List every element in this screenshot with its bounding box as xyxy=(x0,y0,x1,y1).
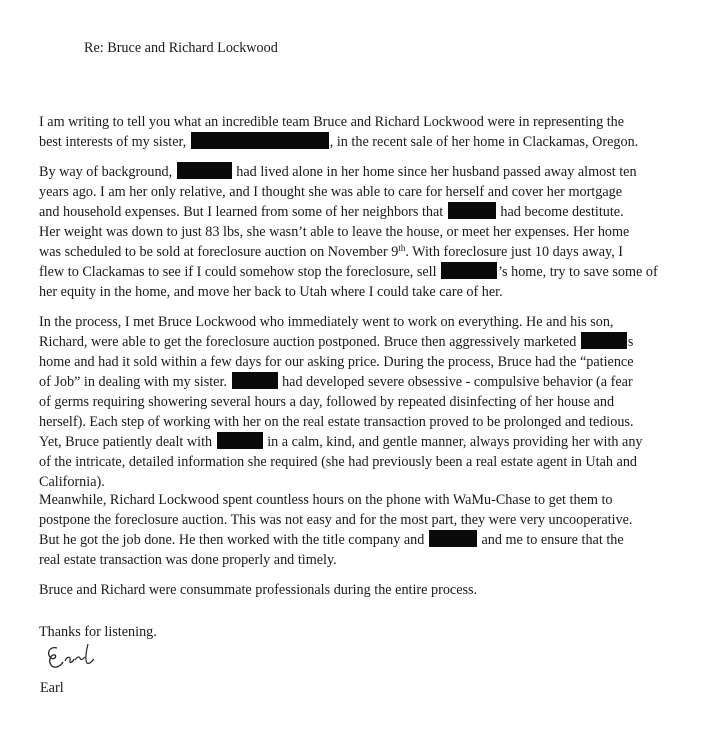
text-run: of germs requiring showering several hours a day, followed by repeated disinfecting of her house and xyxy=(39,394,615,410)
text-run: herself). Each step of working with her on the real estate transaction proved to be prolonged and tedious. xyxy=(39,414,634,430)
text-line xyxy=(39,412,699,432)
text-run: postpone the foreclosure auction. This was not easy and for the most part, they were very uncooperative. xyxy=(39,512,633,528)
text-line xyxy=(39,332,699,352)
text-run: Meanwhile, Richard Lockwood spent countless hours on the phone with WaMu-Chase to get them to xyxy=(39,492,613,508)
text-run: was scheduled to be sold at foreclosure auction on November 9 xyxy=(39,244,399,260)
text-line xyxy=(39,282,699,302)
text-run: Richard, were able to get the foreclosure auction postponed. Bruce then aggressively marketed xyxy=(39,334,580,350)
text-line xyxy=(39,312,699,332)
text-run: in a calm, kind, and gentle manner, always providing her with any xyxy=(263,434,643,450)
text-run: of Job” in dealing with my sister. xyxy=(39,374,231,390)
text-run: Bruce and Richard were consummate professionals during the entire process. xyxy=(39,582,478,598)
text-line xyxy=(39,510,699,530)
text-line xyxy=(39,432,699,452)
redaction-bar xyxy=(581,332,627,349)
redaction-bar xyxy=(232,372,278,389)
text-run: best interests of my sister, xyxy=(39,134,190,150)
paragraph-meanwhile xyxy=(39,490,699,570)
text-line xyxy=(39,112,699,132)
paragraph-professionals xyxy=(39,580,699,600)
text-line xyxy=(39,550,699,570)
paragraph-background xyxy=(39,162,699,302)
closing-line: Thanks for listening. xyxy=(39,624,157,640)
text-line xyxy=(39,352,699,372)
handwritten-signature xyxy=(43,640,103,672)
text-line xyxy=(39,242,699,262)
text-line xyxy=(39,472,699,492)
text-run: ’s home, try to save some of xyxy=(498,264,658,280)
text-run: had lived alone in her home since her husband passed away almost ten xyxy=(232,164,637,180)
text-line xyxy=(39,530,699,550)
text-run: In the process, I met Bruce Lockwood who immediately went to work on everything. He and his son, xyxy=(39,314,614,330)
text-run: her equity in the home, and move her back to Utah where I could take care of her. xyxy=(39,284,503,300)
text-run: of the intricate, detailed information she required (she had previously been a real estate agent in Utah and xyxy=(39,454,638,470)
text-run: But he got the job done. He then worked with the title company and xyxy=(39,532,428,548)
text-run: home and had it sold within a few days for our asking price. During the process, Bruce had the “patience xyxy=(39,354,634,370)
text-run: had become destitute. xyxy=(496,204,624,220)
text-run: California). xyxy=(39,474,105,490)
redaction-bar xyxy=(441,262,497,279)
redaction-bar xyxy=(448,202,496,219)
text-line xyxy=(39,490,699,510)
text-line xyxy=(39,262,699,282)
text-run: had developed severe obsessive - compulsive behavior (a fear xyxy=(278,374,633,390)
text-line xyxy=(39,162,699,182)
text-line xyxy=(39,580,699,600)
text-run: , in the recent sale of her home in Clackamas, Oregon. xyxy=(329,134,639,150)
text-line xyxy=(39,222,699,242)
text-line xyxy=(39,372,699,392)
text-run: and household expenses. But I learned from some of her neighbors that xyxy=(39,204,447,220)
redaction-bar xyxy=(191,132,329,149)
text-run: I am writing to tell you what an incredible team Bruce and Richard Lockwood were in representing the xyxy=(39,114,625,130)
text-line xyxy=(39,182,699,202)
text-run: s xyxy=(627,334,634,350)
text-run: . With foreclosure just 10 days away, I xyxy=(405,244,624,260)
sender-name: Earl xyxy=(40,680,64,696)
paragraph-intro xyxy=(39,112,699,152)
text-run: Yet, Bruce patiently dealt with xyxy=(39,434,216,450)
text-run: and me to ensure that the xyxy=(477,532,624,548)
signature-graphic xyxy=(43,640,103,672)
redaction-bar xyxy=(429,530,477,547)
text-line xyxy=(39,202,699,222)
text-run: By way of background, xyxy=(39,164,176,180)
paragraph-process xyxy=(39,312,699,492)
text-run: flew to Clackamas to see if I could somehow stop the foreclosure, sell xyxy=(39,264,441,280)
text-line xyxy=(39,132,699,152)
text-run: Her weight was down to just 83 lbs, she wasn’t able to leave the house, or meet her expenses. Her home xyxy=(39,224,630,240)
text-line xyxy=(39,452,699,472)
redaction-bar xyxy=(217,432,263,449)
redaction-bar xyxy=(177,162,232,179)
subject-line: Re: Bruce and Richard Lockwood xyxy=(84,40,278,56)
text-run: real estate transaction was done properly and timely. xyxy=(39,552,337,568)
text-line xyxy=(39,392,699,412)
ordinal-suffix: th xyxy=(398,243,406,253)
text-run: years ago. I am her only relative, and I thought she was able to care for herself and cover her mortgage xyxy=(39,184,623,200)
